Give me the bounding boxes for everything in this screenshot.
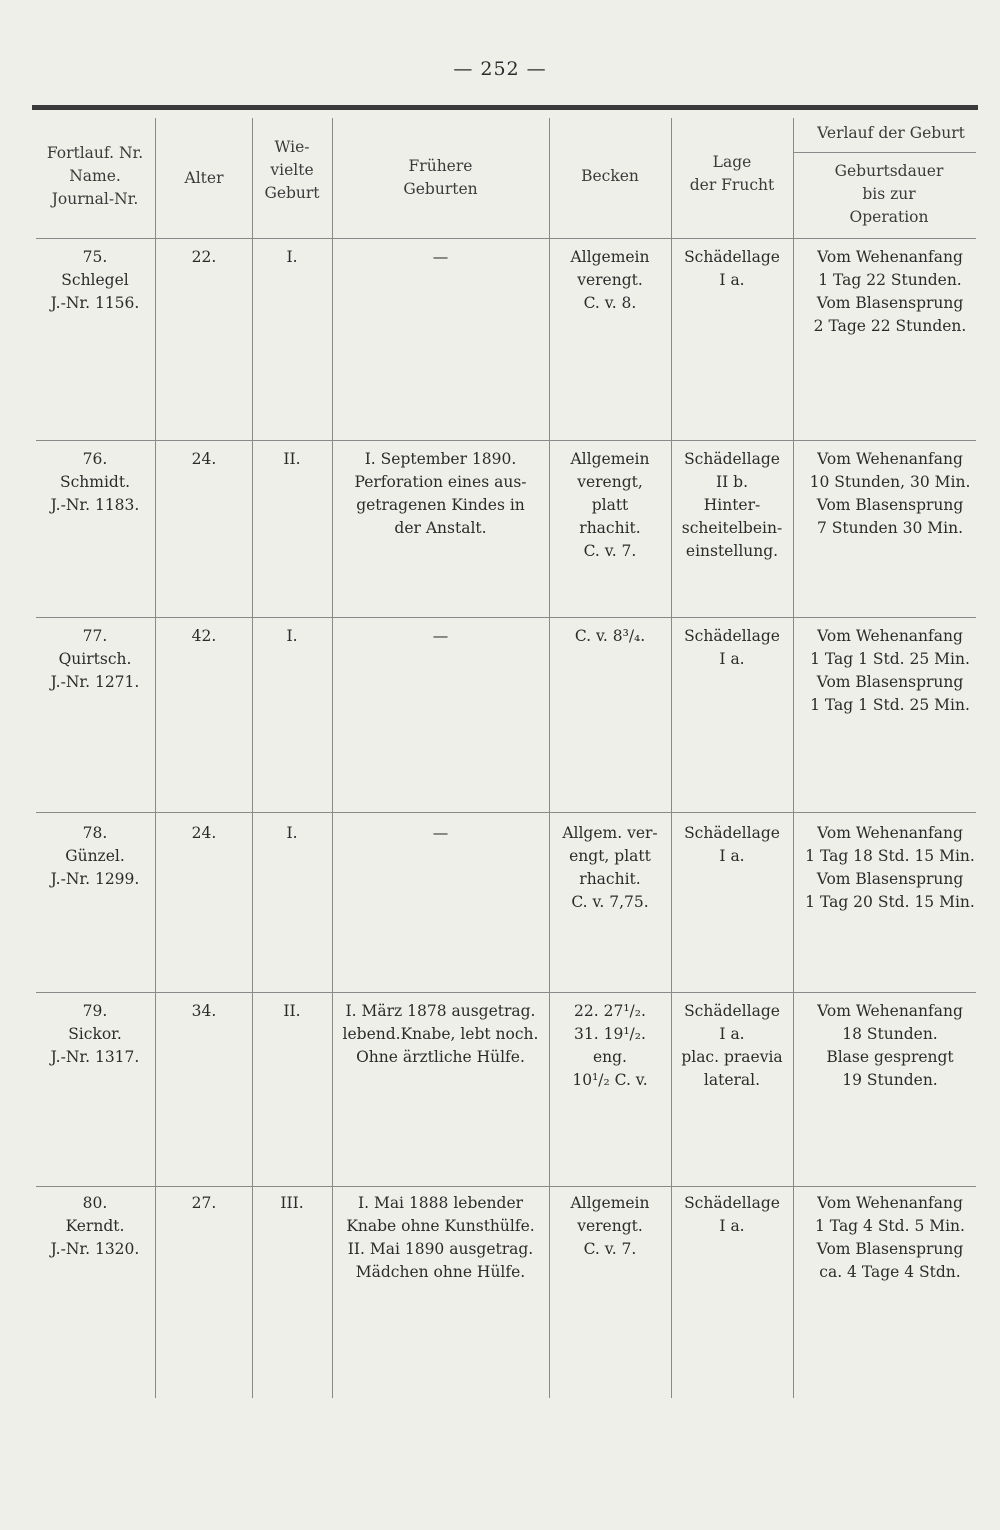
table-cell-geburt: II.: [283, 450, 301, 468]
table-cell-lage: Schädellage I a.: [684, 824, 780, 865]
table-cell-lage: Schädellage II b. Hinter- scheitelbein- einstellung.: [681, 450, 783, 560]
table-cell-geburt: I.: [286, 248, 298, 266]
table-cell-fruehere: I. September 1890. Perforation eines aus- getragenen Kindes in der Anstalt.: [354, 450, 527, 537]
table-cell-nr-name: 76. Schmidt. J.-Nr. 1183.: [50, 450, 140, 514]
table-cell-alter: 34.: [191, 1002, 217, 1020]
top-rule: [32, 105, 978, 110]
table-cell-dauer: Vom Wehenanfang 1 Tag 1 Std. 25 Min. Vom Blasensprung 1 Tag 1 Std. 25 Min.: [810, 627, 970, 714]
table-cell-becken: Allgem. ver- engt, platt rhachit. C. v. 7,75.: [562, 824, 658, 911]
header-bottom-rule: [36, 238, 976, 239]
header-nr-name: Fortlauf. Nr. Name. Journal-Nr.: [46, 144, 144, 208]
table-cell-alter: 24.: [191, 824, 217, 842]
table-cell-geburt: III.: [280, 1194, 304, 1212]
table-cell-dauer: Vom Wehenanfang 1 Tag 4 Std. 5 Min. Vom Blasensprung ca. 4 Tage 4 Stdn.: [815, 1194, 965, 1281]
row-separator: [36, 992, 976, 993]
page-number: — 252 —: [453, 58, 547, 80]
row-separator: [36, 1186, 976, 1187]
table-cell-alter: 27.: [191, 1194, 217, 1212]
table-cell-geburt: II.: [283, 1002, 301, 1020]
header-lage: Lage der Frucht: [689, 153, 775, 194]
table-cell-geburt: I.: [286, 824, 298, 842]
row-separator: [36, 440, 976, 441]
table-cell-nr-name: 77. Quirtsch. J.-Nr. 1271.: [50, 627, 140, 691]
table-cell-dauer: Vom Wehenanfang 1 Tag 18 Std. 15 Min. Vom Blasensprung 1 Tag 20 Std. 15 Min.: [805, 824, 975, 911]
table-cell-lage: Schädellage I a.: [684, 1194, 780, 1235]
table-cell-nr-name: 78. Günzel. J.-Nr. 1299.: [50, 824, 140, 888]
table-cell-becken: Allgemein verengt. C. v. 7.: [570, 1194, 650, 1258]
table-cell-alter: 42.: [191, 627, 217, 645]
table-cell-becken: C. v. 8³/₄.: [574, 627, 646, 645]
table-cell-alter: 22.: [191, 248, 217, 266]
table-cell-lage: Schädellage I a. plac. praevia lateral.: [681, 1002, 783, 1089]
table-cell-becken: Allgemein verengt, platt rhachit. C. v. 7.: [570, 450, 650, 560]
table-cell-fruehere: —: [432, 627, 449, 645]
table-cell-nr-name: 75. Schlegel J.-Nr. 1156.: [50, 248, 140, 312]
header-becken: Becken: [581, 167, 639, 185]
row-separator: [36, 812, 976, 813]
table-cell-dauer: Vom Wehenanfang 10 Stunden, 30 Min. Vom Blasensprung 7 Stunden 30 Min.: [809, 450, 971, 537]
group-header-rule: [793, 152, 976, 153]
table-cell-becken: Allgemein verengt. C. v. 8.: [570, 248, 650, 312]
table-cell-fruehere: —: [432, 824, 449, 842]
table-cell-lage: Schädellage I a.: [684, 248, 780, 289]
header-alter: Alter: [184, 169, 224, 187]
table-cell-dauer: Vom Wehenanfang 18 Stunden. Blase gesprengt 19 Stunden.: [817, 1002, 963, 1089]
table-cell-geburt: I.: [286, 627, 298, 645]
header-verlauf-group: Verlauf der Geburt: [817, 124, 965, 142]
header-geburtsdauer: Geburtsdauer bis zur Operation: [834, 162, 944, 226]
table-cell-dauer: Vom Wehenanfang 1 Tag 22 Stunden. Vom Blasensprung 2 Tage 22 Stunden.: [813, 248, 967, 335]
table-cell-alter: 24.: [191, 450, 217, 468]
table-cell-fruehere: I. März 1878 ausgetrag. lebend.Knabe, lebt noch. Ohne ärztliche Hülfe.: [342, 1002, 539, 1066]
table-cell-nr-name: 80. Kerndt. J.-Nr. 1320.: [50, 1194, 140, 1258]
table-cell-nr-name: 79. Sickor. J.-Nr. 1317.: [50, 1002, 140, 1066]
table-cell-fruehere: —: [432, 248, 449, 266]
table-cell-lage: Schädellage I a.: [684, 627, 780, 668]
header-fruehere: Frühere Geburten: [403, 157, 478, 198]
table-cell-fruehere: I. Mai 1888 lebender Knabe ohne Kunsthülfe. II. Mai 1890 ausgetrag. Mädchen ohne Hülfe.: [346, 1194, 535, 1281]
header-geburt: Wie- vielte Geburt: [264, 138, 320, 202]
row-separator: [36, 617, 976, 618]
table-cell-becken: 22. 27¹/₂. 31. 19¹/₂. eng. 10¹/₂ C. v.: [572, 1002, 648, 1089]
